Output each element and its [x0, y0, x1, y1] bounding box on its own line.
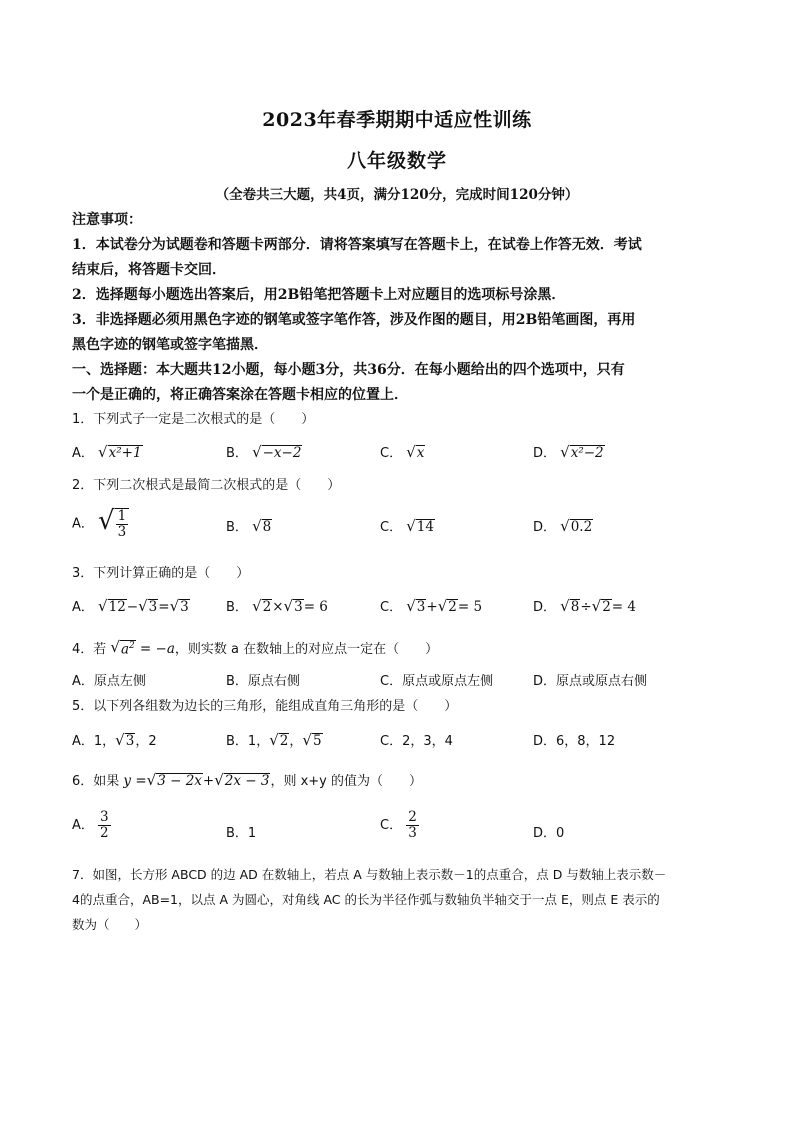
q5-option-d: D．6，8，12 — [533, 734, 616, 749]
q2-option-c: C． √ 14 — [380, 517, 434, 536]
question-5: 5．以下列各组数为边长的三角形，能组成直角三角形的是（ ） — [72, 699, 458, 714]
question-3: 3．下列计算正确的是（ ） — [72, 566, 250, 581]
question-2: 2．下列二次根式是最简二次根式的是（ ） — [72, 478, 341, 493]
note-1-line-2: 结束后，将答题卡交回． — [72, 262, 226, 278]
section-1-line-2: 一个是正确的，将正确答案涂在答题卡相应的位置上． — [72, 387, 408, 403]
q6-option-b: B．1 — [226, 826, 257, 841]
question-7-line-3: 数为（ ） — [72, 917, 148, 932]
q5-option-a: A．1， √ 3 ，2 — [72, 731, 157, 750]
q2-option-b: B． √ 8 — [226, 517, 272, 536]
q4-option-c: C．原点或原点左侧 — [380, 674, 494, 689]
q1-option-d: D． √ x²−2 — [533, 443, 604, 462]
q3-option-d: D． √ 8 ÷ √ 2 = 4 — [533, 597, 636, 616]
question-7-line-1: 7．如图，长方形 ABCD 的边 AD 在数轴上，若点 A 与数轴上表示数－1的点重合，点 D 与数轴上表示数－ — [72, 867, 667, 882]
note-2: 2．选择题每小题选出答案后，用2B铅笔把答题卡上对应题目的选项标号涂黑． — [72, 287, 566, 303]
q2-option-a: A． √ $\frac{1}{3}$ — [72, 508, 129, 540]
note-3-line-1: 3．非选择题必须用黑色字迹的钢笔或签字笔作答，涉及作图的题目，用2B铅笔画图，再用 — [72, 312, 636, 328]
q4-option-d: D．原点或原点右侧 — [533, 674, 648, 689]
question-6: 6．如果 y = √ 3 − 2x + √ 2x − 3 ，则 x+y 的值为（ ） — [72, 771, 423, 790]
q6-option-d: D．0 — [533, 826, 565, 841]
q6-option-a: A． $\frac{3}{2}$ — [72, 809, 109, 841]
q1-option-b: B． √ −x−2 — [226, 443, 302, 462]
exam-subtitle: 八年级数学 — [346, 150, 447, 172]
q5-option-b: B．1， √ 2 ， √ 5 — [226, 731, 322, 750]
q4-option-a: A．原点左侧 — [72, 674, 146, 689]
q1-option-a: A． √ x²+1 — [72, 443, 142, 462]
q1-option-c: C． √ x — [380, 443, 425, 462]
question-4: 4．若 √ $a^2$ = −a，则实数 a 在数轴上的对应点一定在（ ） — [72, 638, 439, 658]
section-1-line-1: 一、选择题：本大题共12小题，每小题3分，共36分．在每小题给出的四个选项中，只有 — [72, 362, 625, 378]
note-3-line-2: 黑色字迹的钢笔或签字笔描黑． — [72, 337, 268, 353]
note-1-line-1: 1．本试卷分为试题卷和答题卡两部分．请将答案填写在答题卡上，在试卷上作答无效．考试 — [72, 237, 642, 253]
q6-option-c: C． $\frac{2}{3}$ — [380, 809, 417, 841]
q2-option-d: D． √ 0.2 — [533, 517, 593, 536]
notes-heading: 注意事项： — [72, 212, 142, 228]
question-1: 1．下列式子一定是二次根式的是（ ） — [72, 412, 315, 427]
q3-option-c: C． √ 3 + √ 2 = 5 — [380, 597, 483, 616]
question-7-line-2: 4的点重合，AB=1，以点 A 为圆心，对角线 AC 的长为半径作弧与数轴负半轴交于一点 E，则点 E 表示的 — [72, 892, 660, 907]
q4-option-b: B．原点右侧 — [226, 674, 300, 689]
q5-option-c: C．2，3，4 — [380, 734, 453, 749]
q3-option-b: B． √ 2 × √ 3 = 6 — [226, 597, 328, 616]
exam-info: （全卷共三大题，共4页，满分120分，完成时间120分钟） — [215, 187, 579, 203]
exam-title: 2023年春季期期中适应性训练 — [262, 109, 532, 131]
q3-option-a: A． √ 12 − √ 3 = √ 3 — [72, 597, 189, 616]
